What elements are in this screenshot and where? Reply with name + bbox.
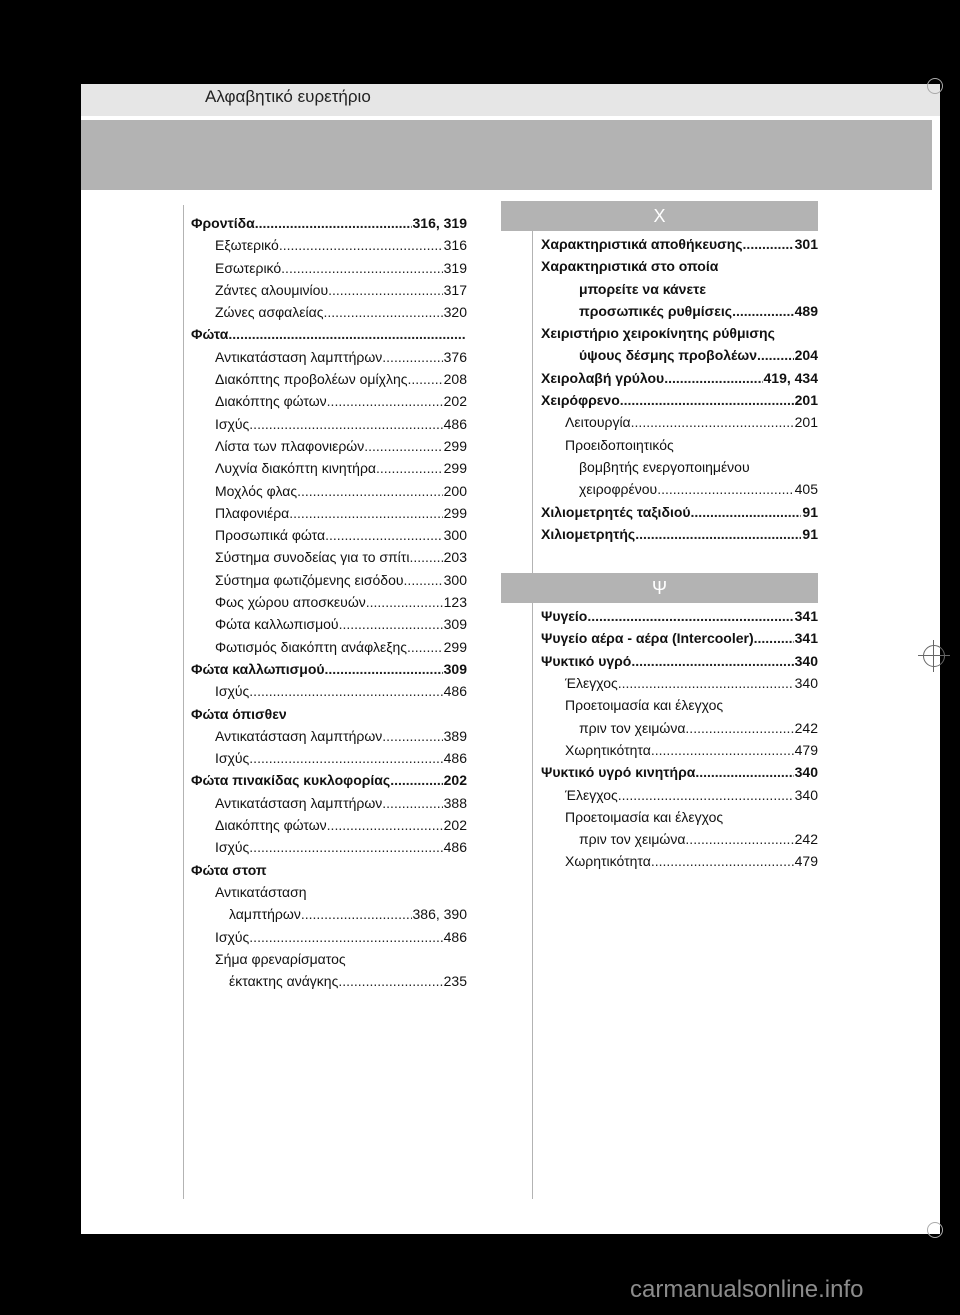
entry-page-number: 479 — [794, 741, 818, 758]
index-subentry — [191, 546, 467, 568]
entry-page-number: 316 — [443, 237, 467, 254]
entry-page-number: 300 — [443, 527, 467, 544]
entry-term: μπορείτε να κάνετε — [579, 280, 706, 297]
dot-leader — [382, 792, 442, 814]
dot-leader — [297, 480, 443, 502]
entry-page-number: 341 — [794, 608, 818, 625]
entry-term: Λειτουργία — [565, 414, 631, 431]
index-entry — [541, 367, 818, 389]
dot-leader — [249, 836, 442, 858]
index-subentry — [541, 344, 818, 366]
dot-leader — [338, 970, 442, 992]
entry-term: ύψους δέσμης προβολέων — [579, 347, 757, 364]
dot-leader — [328, 279, 443, 301]
section-entries — [501, 605, 818, 873]
entry-term: Χαρακτηριστικά αποθήκευσης — [541, 236, 743, 252]
index-subentry — [191, 368, 467, 390]
index-entry — [191, 769, 467, 791]
index-subentry — [191, 257, 467, 279]
crop-mark-top — [927, 78, 943, 94]
entry-page-number: 202 — [443, 772, 467, 789]
index-subentry — [191, 457, 467, 479]
entry-page-number: 340 — [794, 652, 818, 669]
dot-leader — [754, 627, 794, 649]
index-subentry — [191, 881, 467, 903]
entry-term: Χιλιομετρητής — [541, 525, 636, 542]
index-subentry — [191, 948, 467, 970]
entry-term: βομβητής ενεργοποιημένου — [579, 458, 750, 475]
entry-term: προσωπικές ρυθμίσεις — [579, 302, 733, 319]
entry-page-number: 242 — [794, 719, 818, 736]
dot-leader — [382, 346, 442, 368]
entry-page-number: 489 — [794, 302, 818, 319]
registration-mark-right — [923, 645, 945, 667]
entry-term: Ψυκτικό υγρό — [541, 652, 632, 669]
dot-leader — [620, 389, 794, 411]
page-header-title: Αλφαβητικό ευρετήριο — [205, 87, 371, 106]
index-entry — [541, 389, 818, 411]
index-subentry — [541, 694, 818, 716]
entry-page-number: 201 — [794, 392, 818, 409]
dot-leader — [255, 212, 412, 234]
dot-leader — [631, 411, 794, 433]
dot-leader — [249, 747, 442, 769]
dot-leader — [757, 344, 794, 366]
entry-page-number — [466, 323, 467, 345]
index-subentry — [541, 672, 818, 694]
dot-leader — [618, 672, 794, 694]
index-subentry — [541, 828, 818, 850]
index-subentry — [191, 903, 467, 925]
dot-leader — [249, 680, 442, 702]
entry-page-number: 405 — [794, 481, 818, 498]
index-subentry — [191, 301, 467, 323]
entry-term: Διακόπτης φώτων — [215, 393, 327, 410]
entry-page-number: 316, 319 — [412, 215, 467, 231]
entry-page-number: 389 — [443, 727, 467, 744]
index-subentry — [191, 836, 467, 858]
crop-mark-bottom — [927, 1222, 943, 1238]
dot-leader — [390, 769, 442, 791]
entry-page-number: 376 — [443, 348, 467, 365]
dot-leader — [743, 233, 794, 255]
index-subentry — [541, 434, 818, 456]
index-subentry — [191, 524, 467, 546]
entry-term: Σύστημα συνοδείας για το σπίτι — [215, 549, 410, 566]
entry-term: Προειδοποιητικός — [565, 436, 674, 453]
entry-page-number: 299 — [443, 504, 467, 521]
index-subentry — [541, 806, 818, 828]
index-subentry — [191, 613, 467, 635]
index-column-left — [191, 212, 467, 992]
entry-term: Φώτα στοπ — [191, 861, 267, 878]
index-subentry — [191, 502, 467, 524]
entry-term: έκτακτης ανάγκης — [229, 973, 339, 990]
index-entry — [191, 658, 467, 680]
dot-leader — [323, 301, 442, 323]
dot-leader — [249, 926, 442, 948]
entry-page-number: 340 — [794, 764, 818, 781]
dot-leader — [651, 739, 794, 761]
index-subentry — [191, 480, 467, 502]
watermark-text: carmanualsonline.info — [630, 1276, 864, 1303]
index-subentry — [191, 792, 467, 814]
entry-page-number: 319 — [443, 259, 467, 276]
entry-term: Μοχλός φλας — [215, 482, 298, 499]
entry-term: Ισχύς — [215, 415, 250, 432]
index-subentry — [541, 784, 818, 806]
entry-page-number: 299 — [443, 460, 467, 477]
entry-term: Χειρολαβή γρύλου — [541, 369, 665, 386]
entry-term: Αντικατάσταση λαμπτήρων — [215, 794, 383, 811]
dot-leader — [651, 850, 794, 872]
entry-page-number: 123 — [443, 594, 467, 611]
index-subentry — [191, 747, 467, 769]
dot-leader — [249, 413, 442, 435]
entry-term: Φώτα όπισθεν — [191, 705, 287, 722]
entry-page-number: 309 — [443, 660, 467, 677]
entry-page-number: 202 — [443, 393, 467, 410]
entry-term: Ισχύς — [215, 839, 250, 856]
entry-term: Φώτα πινακίδας κυκλοφορίας — [191, 772, 391, 789]
index-subentry — [191, 413, 467, 435]
index-subentry — [191, 234, 467, 256]
entry-term: Ζάντες αλουμινίου — [215, 281, 329, 298]
entry-term: Λίστα των πλαφονιερών — [215, 437, 365, 454]
entry-page-number: 320 — [443, 304, 467, 321]
dot-leader — [685, 717, 793, 739]
index-subentry — [541, 739, 818, 761]
dot-leader — [407, 368, 442, 390]
index-subentry — [191, 636, 467, 658]
entry-term: χειροφρένου — [579, 481, 658, 498]
entry-page-number: 317 — [443, 281, 467, 298]
entry-page-number: 479 — [794, 853, 818, 870]
entry-page-number: 341 — [794, 630, 818, 647]
dot-leader — [695, 761, 793, 783]
entry-page-number: 200 — [443, 482, 467, 499]
dot-leader — [631, 650, 793, 672]
entry-page-number: 91 — [802, 503, 818, 520]
dot-leader — [376, 457, 443, 479]
section-spacer — [501, 545, 818, 573]
dot-leader — [364, 435, 442, 457]
dot-leader — [732, 300, 794, 322]
entry-page-number: 386, 390 — [412, 906, 467, 923]
entry-page-number: 91 — [802, 525, 818, 542]
index-subentry — [191, 279, 467, 301]
entry-page-number: 204 — [794, 347, 818, 364]
dot-leader — [657, 478, 793, 500]
entry-term: Χωρητικότητα — [565, 853, 651, 870]
entry-term: Εξωτερικό — [215, 237, 279, 254]
section-letter-header: Ψ — [501, 573, 818, 603]
dot-leader — [228, 323, 466, 345]
entry-page-number: 202 — [443, 817, 467, 834]
entry-page-number: 242 — [794, 831, 818, 848]
dot-leader — [279, 234, 443, 256]
entry-page-number: 340 — [794, 786, 818, 803]
index-subentry — [541, 717, 818, 739]
index-entry — [541, 650, 818, 672]
entry-page-number: 300 — [443, 571, 467, 588]
index-column-right — [501, 201, 818, 873]
entry-term: Ζώνες ασφαλείας — [215, 304, 324, 321]
entry-term: λαμπτήρων — [229, 906, 301, 923]
entry-term: Έλεγχος — [565, 786, 618, 803]
entry-term: Φώτα — [191, 326, 229, 343]
entry-term: Προσωπικά φώτα — [215, 527, 326, 544]
entry-page-number: 235 — [443, 973, 467, 990]
index-entry — [541, 255, 818, 277]
index-subentry — [541, 300, 818, 322]
entry-page-number: 299 — [443, 437, 467, 454]
manual-page — [81, 84, 940, 1234]
entry-term: πριν τον χειμώνα — [579, 719, 686, 736]
entry-term: Χαρακτηριστικά στο οποία — [541, 258, 719, 275]
entry-page-number: 388 — [443, 794, 467, 811]
header-strip — [81, 84, 940, 116]
entry-term: Ψυγείο — [541, 608, 588, 625]
entry-page-number: 340 — [794, 675, 818, 692]
dot-leader — [404, 569, 443, 591]
index-subentry — [541, 456, 818, 478]
entry-term: Φώτα καλλωπισμού — [215, 616, 339, 633]
dot-leader — [618, 784, 794, 806]
dot-leader — [382, 725, 442, 747]
index-entry — [541, 605, 818, 627]
entry-page-number: 486 — [443, 415, 467, 432]
index-entry — [191, 323, 467, 345]
index-subentry — [191, 435, 467, 457]
dot-leader — [327, 814, 443, 836]
entry-page-number: 419, 434 — [763, 369, 818, 386]
entry-term: Σύστημα φωτιζόμενης εισόδου — [215, 571, 404, 588]
entry-term: Προετοιμασία και έλεγχος — [565, 697, 724, 714]
entry-term: Φώτα καλλωπισμού — [191, 660, 325, 677]
entry-term: Αντικατάσταση — [215, 883, 307, 900]
header-band — [81, 120, 932, 190]
entry-term: Ψυγείο αέρα - αέρα (Intercooler) — [541, 630, 754, 647]
entry-term: Φωτισμός διακόπτη ανάφλεξης — [215, 638, 407, 655]
dot-leader — [281, 257, 442, 279]
entry-term: Εσωτερικό — [215, 259, 282, 276]
index-entry — [541, 322, 818, 344]
entry-term: Ισχύς — [215, 683, 250, 700]
index-subentry — [191, 346, 467, 368]
index-subentry — [191, 569, 467, 591]
index-entry — [191, 859, 467, 881]
index-subentry — [191, 591, 467, 613]
dot-leader — [587, 605, 793, 627]
entry-term: Διακόπτης φώτων — [215, 817, 327, 834]
entry-term: Χιλιομετρητές ταξιδιού — [541, 503, 691, 520]
entry-term: Διακόπτης προβολέων ομίχλης — [215, 371, 408, 388]
entry-term: Αντικατάσταση λαμπτήρων — [215, 348, 383, 365]
index-entry — [541, 523, 818, 545]
index-entry — [541, 627, 818, 649]
entry-term: Ισχύς — [215, 928, 250, 945]
index-entry — [541, 501, 818, 523]
entry-term: Ισχύς — [215, 750, 250, 767]
entry-term: Σήμα φρεναρίσματος — [215, 950, 346, 967]
dot-leader — [339, 613, 443, 635]
dot-leader — [327, 390, 443, 412]
index-subentry — [191, 814, 467, 836]
entry-term: πριν τον χειμώνα — [579, 831, 686, 848]
index-subentry — [191, 680, 467, 702]
dot-leader — [301, 903, 412, 925]
index-subentry — [191, 926, 467, 948]
index-entry — [541, 761, 818, 783]
entry-term: Φως χώρου αποσκευών — [215, 594, 366, 611]
dot-leader — [664, 367, 762, 389]
entry-page-number: 203 — [443, 549, 467, 566]
dot-leader — [325, 658, 443, 680]
section-entries — [501, 233, 818, 545]
entry-term: Χειρόφρενο — [541, 392, 620, 409]
entry-page-number: 309 — [443, 616, 467, 633]
index-subentry — [541, 478, 818, 500]
index-subentry — [541, 411, 818, 433]
index-entry — [191, 703, 467, 725]
entry-term: Πλαφονιέρα — [215, 504, 290, 521]
index-entry — [191, 212, 467, 234]
entry-term: Ψυκτικό υγρό κινητήρα — [541, 764, 696, 781]
entry-term: Λυχνία διακόπτη κινητήρα — [215, 460, 376, 477]
index-subentry — [541, 278, 818, 300]
dot-leader — [685, 828, 793, 850]
dot-leader — [409, 546, 442, 568]
dot-leader — [366, 591, 443, 613]
index-subentry — [541, 850, 818, 872]
entry-page-number: 201 — [794, 414, 818, 431]
dot-leader — [691, 501, 802, 523]
entry-term: Έλεγχος — [565, 675, 618, 692]
dot-leader — [635, 523, 801, 545]
section-letter-header: Χ — [501, 201, 818, 231]
entry-page-number: 486 — [443, 839, 467, 856]
entry-page-number: 486 — [443, 683, 467, 700]
entry-page-number: 208 — [443, 371, 467, 388]
dot-leader — [325, 524, 443, 546]
dot-leader — [407, 636, 443, 658]
entry-term: Προετοιμασία και έλεγχος — [565, 808, 724, 825]
entry-term: Χωρητικότητα — [565, 741, 651, 758]
entry-page-number: 301 — [794, 236, 818, 252]
entry-term: Αντικατάσταση λαμπτήρων — [215, 727, 383, 744]
entry-term: Φροντίδα — [191, 215, 255, 231]
index-subentry — [191, 725, 467, 747]
entry-page-number: 486 — [443, 750, 467, 767]
entry-page-number: 299 — [443, 638, 467, 655]
dot-leader — [289, 502, 442, 524]
left-column-rule — [183, 205, 184, 1199]
index-entry — [541, 233, 818, 255]
entry-term: Χειριστήριο χειροκίνητης ρύθμισης — [541, 325, 775, 342]
index-subentry — [191, 390, 467, 412]
entry-page-number: 486 — [443, 928, 467, 945]
index-subentry — [191, 970, 467, 992]
